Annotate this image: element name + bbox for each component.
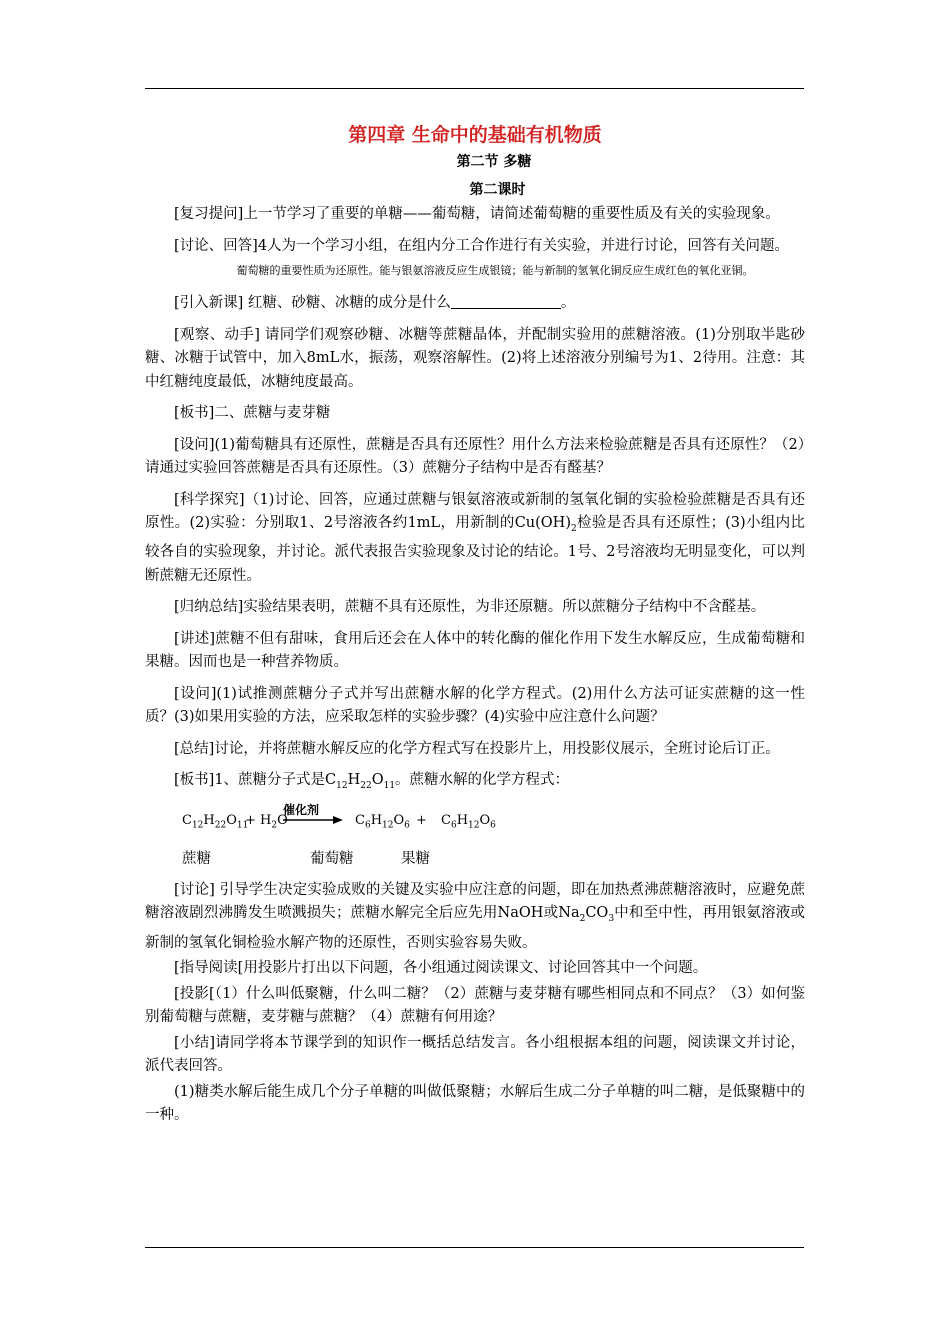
- header-rule: [145, 88, 804, 89]
- formula-text-a: [板书]1、蔗糖分子式是C: [174, 772, 337, 789]
- discuss-text-c: 中和至中性，再用银氨溶液或新制的氢氧化铜检验水解产物的还原性，否则实验容易失败。: [145, 905, 805, 951]
- paragraph-lecture: [讲述]蔗糖不但有甜味，食用后还会在人体中的转化酶的催化作用下发生水解反应，生成葡萄糖和果糖。因而也是一种营养物质。: [145, 630, 805, 671]
- label-sucrose: 蔗糖: [182, 850, 211, 867]
- paragraph-discussion: [讨论、回答]4人为一个学习小组，在组内分工合作进行有关实验，并进行讨论，回答有关问题。: [174, 237, 790, 254]
- paragraph-board-1: [板书]二、蔗糖与麦芽糖: [174, 405, 331, 421]
- product-glucose: $C_6H_{12}O_6$: [355, 812, 410, 831]
- paragraph-summary-1: [归纳总结]实验结果表明，蔗糖不具有还原性，为非还原糖。所以蔗糖分子结构中不含醛基。: [174, 599, 766, 616]
- footer-rule: [145, 1247, 804, 1248]
- paragraph-review: [复习提问]上一节学习了重要的单糖——葡萄糖，请简述葡萄糖的重要性质及有关的实验现象。: [174, 206, 780, 222]
- paragraph-summary-2: [总结]讨论，并将蔗糖水解反应的化学方程式写在投影片上，用投影仪展示，全班讨论后订正。: [174, 740, 780, 757]
- label-fructose: 果糖: [401, 850, 430, 867]
- paragraph-question-2: [设问](1)试推测蔗糖分子式并写出蔗糖水解的化学方程式。(2)用什么方法可证实蔗糖的这一性质？(3)如果用实验的方法，应采取怎样的实验步骤？(4)实验中应注意什么问题？: [145, 685, 805, 726]
- intro-text: [引入新课] 红糖、砂糖、冰糖的成分是什么: [174, 295, 451, 311]
- explore-text-a: [科学探究]（1)讨论、回答，应通过蔗糖与银氨溶液或新制的氢氧化铜的实验检验蔗糖是否具有还原性。(2)实验：分别取1、2号溶液各约1mL，用新制的Cu(OH): [145, 491, 805, 531]
- discuss-sub-1: 2: [579, 914, 586, 925]
- plus-sign-2: +: [416, 812, 427, 828]
- product-fructose: $C_6H_{12}O_6$: [441, 812, 496, 831]
- paragraph-discussion-2: [145, 879, 805, 955]
- catalyst-label: 催化剂: [283, 802, 320, 817]
- hydrolysis-equation: [145, 801, 805, 837]
- paragraph-question-1: [设问](1)葡萄糖具有还原性，蔗糖是否具有还原性？用什么方法来检验蔗糖是否具有还原性？（2）请通过实验回答蔗糖是否具有还原性。（3）蔗糖分子结构中是否有醛基？: [145, 436, 805, 476]
- paragraph-guide: [指导阅读[用投影片打出以下问题，各小组通过阅读课文、讨论回答其中一个问题。: [174, 960, 708, 977]
- page-title: 第四章 生命中的基础有机物质: [348, 124, 602, 146]
- formula-sub-3: 11: [383, 781, 396, 792]
- paragraph-definition: (1)糖类水解后能生成几个分子单糖的叫做低聚糖；水解后生成二分子单糖的叫二糖，是低聚糖中的一种。: [145, 1083, 805, 1124]
- reaction-arrow-icon: [283, 815, 343, 825]
- plus-sign-1: +: [245, 812, 256, 828]
- intro-end: 。: [560, 295, 576, 311]
- fill-blank: [451, 294, 561, 309]
- paragraph-conclusion: [小结]请同学将本节课学到的知识作一概括总结发言。各小组根据本组的问题，阅读课文并讨论，派代表回答。: [145, 1034, 805, 1075]
- formula-sub-1: 12: [336, 781, 348, 792]
- label-glucose: 葡萄糖: [310, 850, 354, 867]
- formula-sub-2: 22: [360, 781, 372, 792]
- discuss-text-a: [讨论] 引导学生决定实验成败的关键及实验中应注意的问题，即在加热煮沸蔗糖溶液时，应避免蔗糖溶液剧烈沸腾发生喷溅损失；蔗糖水解完全后应先用NaOH或Na: [145, 881, 805, 922]
- formula-text-b: H: [347, 772, 361, 789]
- paragraph-explore: [145, 489, 805, 589]
- paragraph-observe: [观察、动手] 请同学们观察砂糖、冰糖等蔗糖晶体，并配制实验用的蔗糖溶液。(1)分别取半匙砂糖、冰糖于试管中，加入8mL水，振荡，观察溶解性。(2)将上述溶液分别编号为1、2待用。注意：其中红糖纯度最低，冰糖纯度最高。: [145, 326, 805, 390]
- paragraph-projection: [投影[（1）什么叫低聚糖，什么叫二糖？（2）蔗糖与麦芽糖有哪些相同点和不同点？（3）如何鉴别葡萄糖与蔗糖，麦芽糖与蔗糖？（4）蔗糖有何用途？: [145, 985, 805, 1026]
- lesson-title: 第二课时: [469, 182, 526, 198]
- section-title: 第二节 多糖: [456, 154, 532, 170]
- explore-sub: 2: [570, 523, 577, 534]
- document-body: [145, 120, 805, 1130]
- paragraph-board-2: [145, 769, 805, 798]
- formula-text-d: 。蔗糖水解的化学方程式：: [395, 772, 570, 789]
- discuss-text-b: CO: [585, 905, 609, 922]
- reactant-sucrose: $C_{12}H_{22}O_{11}$: [182, 812, 249, 831]
- explore-text-b: 检验是否具有还原性；(3)小组内比较各自的实验现象，并讨论。派代表报告实验现象及讨论的结论。1号、2号溶液均无明显变化，可以判断蔗糖无还原性。: [145, 515, 805, 584]
- equation-labels: [145, 847, 805, 875]
- answer-note: 葡萄糖的重要性质为还原性。能与银氨溶液反应生成银镜；能与新制的氢氧化铜反应生成红色的氧化亚铜。: [236, 264, 754, 277]
- discuss-sub-2: 3: [608, 914, 615, 925]
- formula-text-c: O: [371, 772, 384, 789]
- reactant-water: $H_2O$: [260, 812, 288, 831]
- paragraph-intro: [145, 292, 805, 316]
